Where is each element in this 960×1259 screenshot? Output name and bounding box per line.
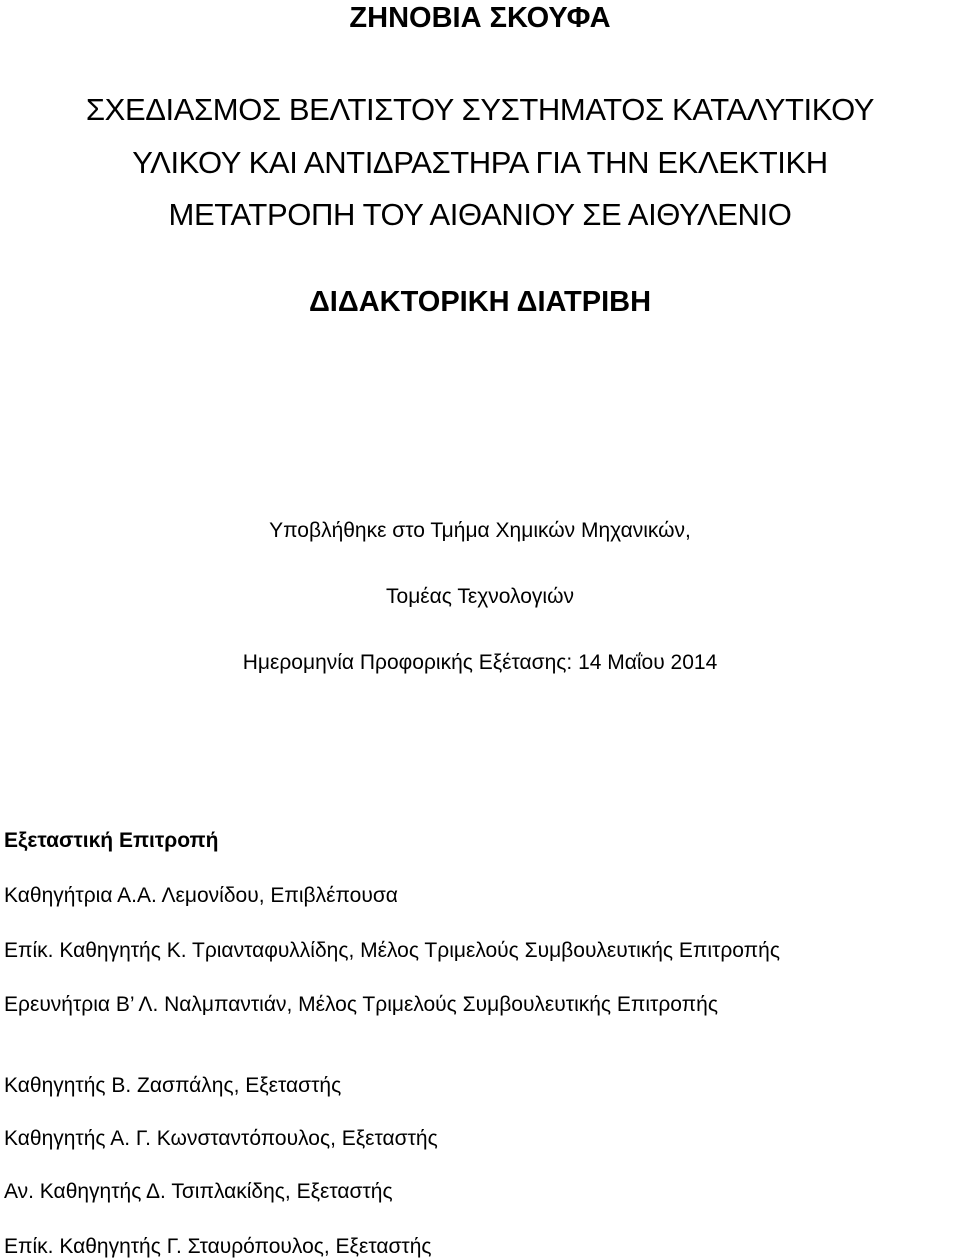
document-type: ΔΙΔΑΚΤΟΡΙΚΗ ΔΙΑΤΡΙΒΗ <box>308 286 652 318</box>
thesis-title-line-1: ΣΧΕΔΙΑΣΜΟΣ ΒΕΛΤΙΣΤΟΥ ΣΥΣΤΗΜΑΤΟΣ ΚΑΤΑΛΥΤΙΚΟΥ <box>85 92 875 127</box>
submission-sector: Τομέας Τεχνολογιών <box>386 585 574 608</box>
committee-member: Επίκ. Καθηγητής Κ. Τριανταφυλλίδης, Μέλος Τριμελούς Συμβουλευτικής Επιτροπής <box>4 939 780 962</box>
thesis-title-line-3: ΜΕΤΑΤΡΟΠΗ ΤΟΥ ΑΙΘΑΝΙΟΥ ΣΕ ΑΙΘΥΛΕΝΙΟ <box>168 197 792 232</box>
committee-member: Καθηγητής Α. Γ. Κωνσταντόπουλος, Εξεταστής <box>4 1127 438 1150</box>
committee-member: Αν. Καθηγητής Δ. Τσιπλακίδης, Εξεταστής <box>4 1180 393 1203</box>
committee-member: Καθηγήτρια Α.Α. Λεμονίδου, Επιβλέπουσα <box>4 884 398 907</box>
author-name: ΖΗΝΟΒΙΑ ΣΚΟΥΦΑ <box>349 2 611 34</box>
committee-heading: Εξεταστική Επιτροπή <box>4 829 219 852</box>
committee-member: Επίκ. Καθηγητής Γ. Σταυρόπουλος, Εξεταστής <box>4 1235 432 1258</box>
committee-member: Ερευνήτρια Β’ Λ. Ναλμπαντιάν, Μέλος Τριμελούς Συμβουλευτικής Επιτροπής <box>4 993 718 1016</box>
thesis-title-line-2: ΥΛΙΚΟΥ ΚΑΙ ΑΝΤΙΔΡΑΣΤΗΡΑ ΓΙΑ ΤΗΝ ΕΚΛΕΚΤΙΚΗ <box>132 145 828 180</box>
submission-department: Υποβλήθηκε στο Τμήμα Χημικών Μηχανικών, <box>269 519 691 542</box>
exam-date: Ημερομηνία Προφορικής Εξέτασης: 14 Μαΐου 2014 <box>242 651 718 674</box>
committee-member: Καθηγητής Β. Ζασπάλης, Εξεταστής <box>4 1074 342 1097</box>
